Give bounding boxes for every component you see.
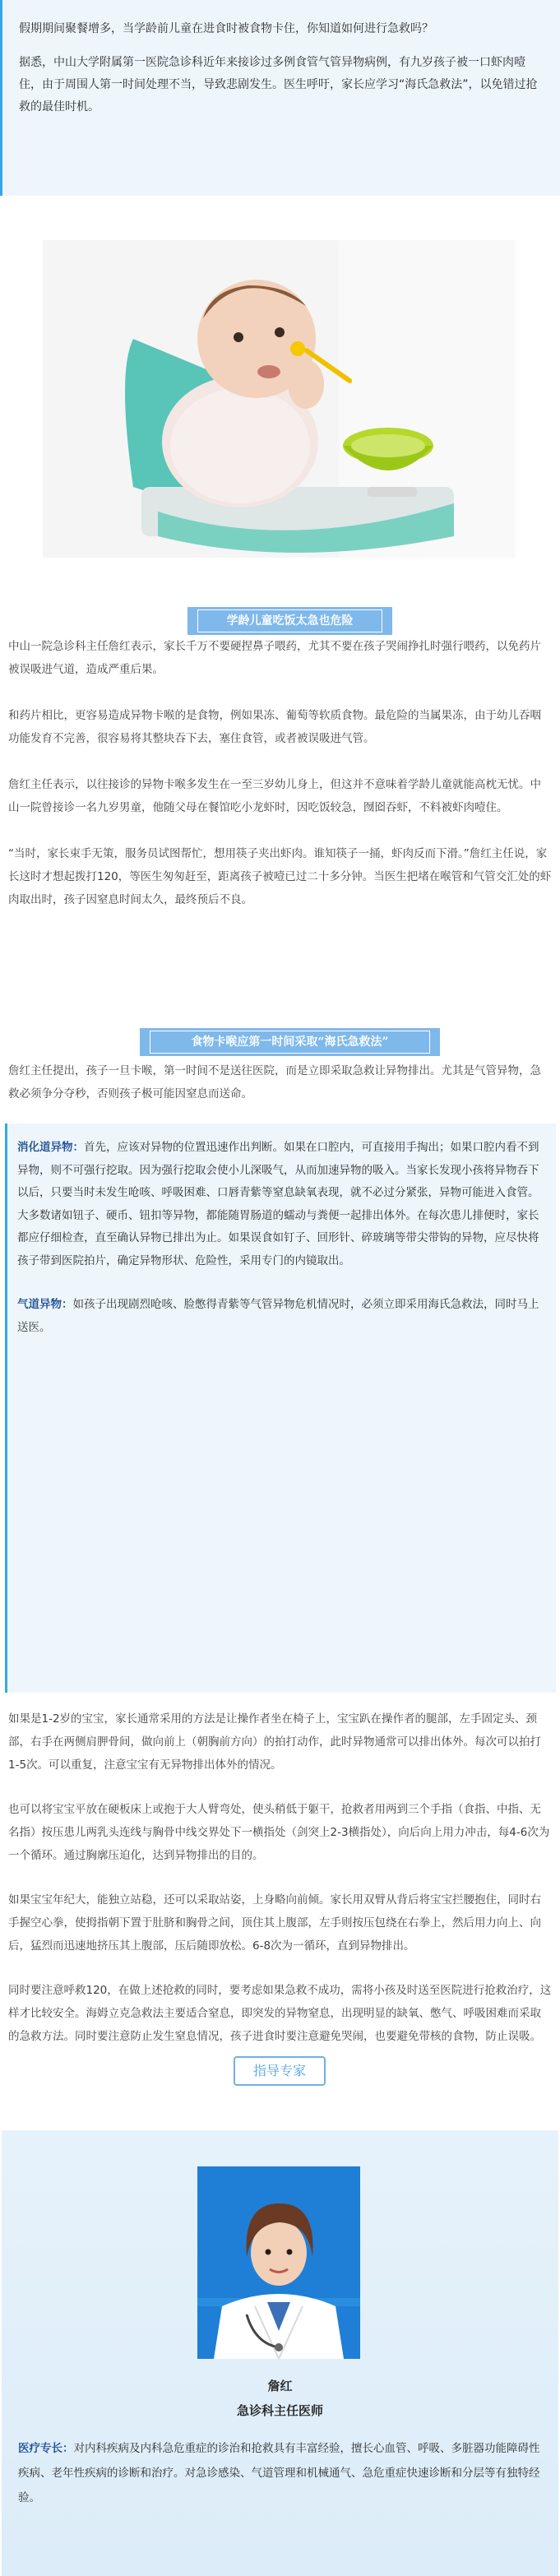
expert-title: 急诊科主任医师	[236, 2403, 323, 2418]
body-paragraph: “当时，家长束手无策，服务员试图帮忙，想用筷子夹出虾肉。谁知筷子一捅，虾肉反而下滑。”詹红主任说，家长这时才想起拨打120，等医生匆匆赶至，距离孩子被噎已过二十多分钟。当医生把堵在喉管和气管交汇处的虾肉取出时，孩子因窒息时间太久，最终预后不良。	[8, 847, 552, 906]
expert-card	[2, 2130, 558, 2576]
body-paragraph: 也可以将宝宝平放在硬板床上或抱于大人臂弯处，使头稍低于躯干，抢救者用两到三个手指（食指、中指、无名指）按压患儿两乳头连线与胸骨中线交界处下一横指处（剑突上2-3横指处），向后向上用力冲击，每4-6次为一个循环。通过胸廓压迫化，达到异物排出的目的。	[8, 1803, 550, 1862]
specialty-label: 医疗专长：	[18, 2442, 74, 2455]
body-paragraph: 和药片相比，更容易造成异物卡喉的是食物，例如果冻、葡萄等软质食物。最危险的当属果冻，由于幼儿吞咽功能发育不完善，很容易将其整块吞下去，塞住食管，或者被误吸进气管。	[8, 709, 541, 745]
section2-body	[0, 1707, 560, 2048]
body-paragraph: 同时要注意呼救120，在做上述抢救的同时，要考虑如果急救不成功，需将小孩及时送至医院进行抢救治疗，这样才比较安全。海姆立克急救法主要适合窒息，即突发的异物窒息，出现明显的缺氧、憋气、呼吸困难而采取的急救方法。同时要注意防止发生窒息情况，孩子进食时要注意避免哭闹，也要避免带核的食物，防止误吸。	[8, 1984, 552, 2043]
digestive-label: 消化道异物：	[17, 1141, 84, 1154]
expert-portrait	[197, 2166, 360, 2359]
baby-eating-photo	[43, 240, 516, 558]
intro-callout	[0, 0, 560, 196]
guide-expert-button[interactable]: 指导专家	[234, 2056, 326, 2086]
section-banner	[187, 607, 392, 635]
specialty-text: 对内科疾病及内科急危重症的诊治和抢救具有丰富经验，擅长心血管、呼吸、多脏器功能障碍性疾病、老年性疾病的诊断和治疗。对急诊感染、气道管理和机械通气、急危重症快速诊断和分层等有独特经验。	[18, 2442, 540, 2504]
section1-body	[0, 635, 560, 911]
airway-foreign-body	[17, 1294, 544, 1339]
baby-eating-illustration	[43, 240, 516, 558]
airway-label: 气道异物：	[17, 1298, 73, 1311]
intro-paragraph: 据悉，中山大学附属第一医院急诊科近年来接诊过多例食管气管异物病例，有九岁孩子被一口虾肉噎住，由于周围人第一时间处理不当，导致悲剧发生。医生呼吁，家长应学习“海氏急救法”，以免错过抢救的最佳时机。	[19, 56, 538, 114]
airway-text: 如孩子出现剧烈呛咳、脸憋得青紫等气管异物危机情况时，必须立即采用海氏急救法，同时马上送医。	[17, 1298, 539, 1334]
expert-specialty	[18, 2436, 544, 2510]
digestive-text: 首先，应该对异物的位置迅速作出判断。如果在口腔内，可直接用手掏出；如果口腔内看不到异物，则不可强行挖取。因为强行挖取会使小儿深吸气，从而加速异物的吸入。当家长发现小孩将异物吞下以后，只要当时未发生呛咳、呼吸困难、口唇青紫等窒息缺氧表现，就不必过分紧张，异物可能进入食管。大多数诸如钮子、硬币、钮扣等异物，都能随胃肠道的蠕动与粪便一起排出体外。在每次患儿排便时，家长都应仔细检查，直至确认异物已排出为止。如果误食如钉子、回形针、碎玻璃等带尖带钩的异物，应尽快将孩子带到医院拍片，确定异物形状、危险性，采用专门的内镜取出。	[17, 1141, 539, 1267]
section-banner	[140, 1028, 440, 1056]
doctor-portrait-illustration	[197, 2166, 360, 2359]
body-paragraph: 中山一院急诊科主任詹红表示，家长千万不要硬捏鼻子喂药，尤其不要在孩子哭闹挣扎时强行喂药，以免药片被误吸进气道，造成严重后果。	[8, 640, 541, 676]
intro-paragraph: 假期期间聚餐增多，当学龄前儿童在进食时被食物卡住，你知道如何进行急救吗？	[19, 22, 433, 35]
expert-name: 詹红	[267, 2379, 293, 2393]
digestive-foreign-body	[17, 1137, 544, 1272]
body-paragraph: 詹红主任表示，以往接诊的异物卡喉多发生在一至三岁幼儿身上，但这并不意味着学龄儿童就能高枕无忧。中山一院曾接诊一名九岁男童，他随父母在餐馆吃小龙虾时，因吃饭较急，囫囵吞虾，不料被虾肉噎住。	[8, 778, 541, 814]
body-paragraph: 詹红主任提出，孩子一旦卡喉，第一时间不是送往医院，而是立即采取急救让异物排出。尤其是气管异物，急救必须争分夺秒，否则孩子极可能因窒息而送命。	[8, 1064, 541, 1100]
body-paragraph: 如果是1-2岁的宝宝，家长通常采用的方法是让操作者坐在椅子上，宝宝趴在操作者的腿部，左手固定头、颈部，右手在两侧肩胛骨间，做向前上（朝胸前方向）的拍打动作，此时异物通常可以排出体外。每次可以拍打1-5次。可以重复，注意宝宝有无异物排出体外的情况。	[8, 1712, 541, 1772]
section-banner-title: 学龄儿童吃饭太急也危险	[197, 609, 382, 632]
section2-lead	[0, 1059, 560, 1105]
foreign-body-panel	[5, 1124, 556, 1693]
body-paragraph: 如果宝宝年纪大，能独立站稳，还可以采取站姿，上身略向前倾。家长用双臂从背后将宝宝拦腰抱住，同时右手握空心拳，使拇指朝下置于肚脐和胸骨之间，顶住其上腹部，左手则按压包绕在右拳上，然后用力向上、向后，猛烈而迅速地挤压其上腹部，压后随即放松。6-8次为一循环，直到异物排出。	[8, 1893, 541, 1953]
section-banner-title: 食物卡喉应第一时间采取“海氏急救法”	[150, 1031, 430, 1054]
